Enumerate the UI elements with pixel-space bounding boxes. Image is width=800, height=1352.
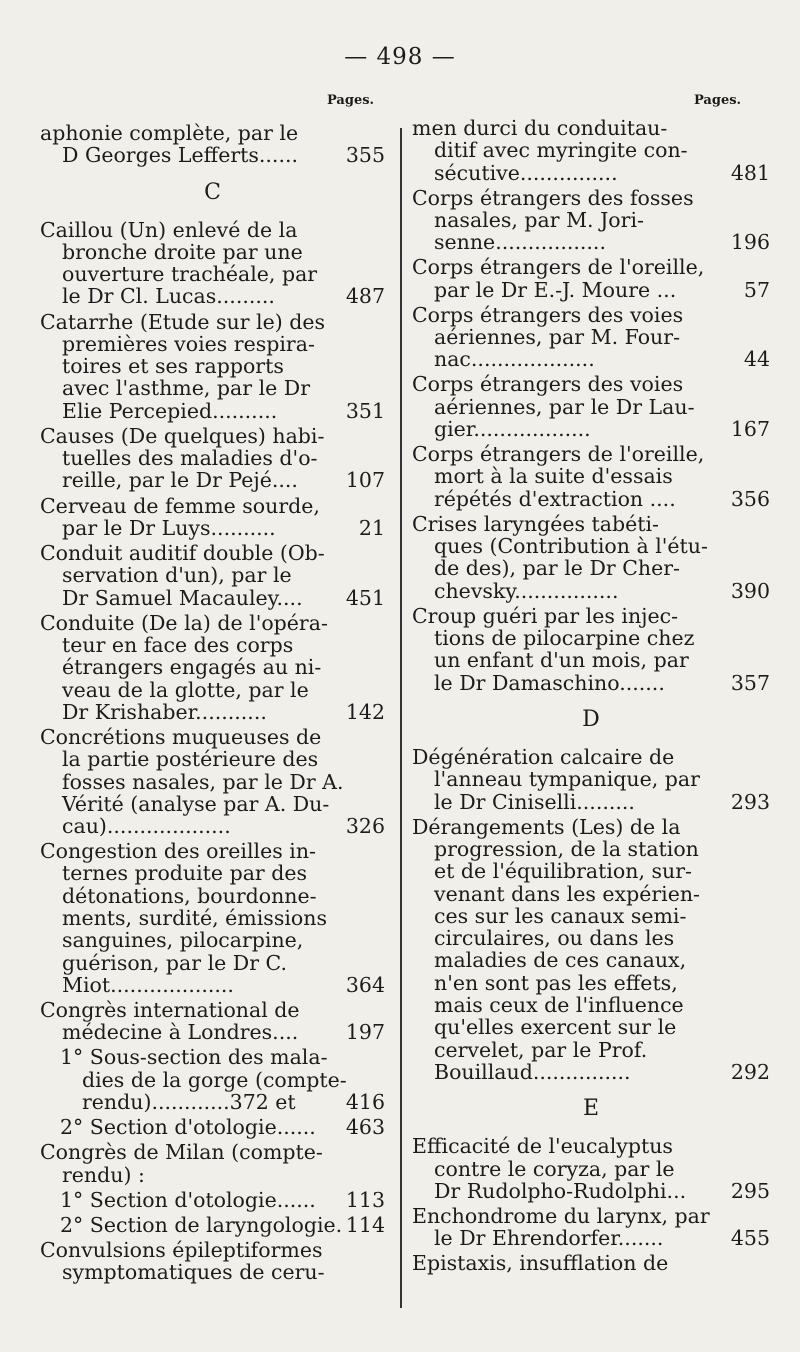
page-reference: 107 [345,468,385,493]
entry-text: men durci du conduitau- ditif avec myringite con- sécutive............... [412,116,688,185]
index-entry [40,425,385,492]
page-reference: 455 [730,1226,770,1251]
page-reference: 114 [345,1212,385,1237]
entry-text: Epistaxis, insufflation de [412,1251,669,1276]
index-entry [412,816,770,1084]
index-entry [40,1214,385,1236]
index-entry [40,1239,385,1284]
index-entry [40,840,385,996]
entry-text: Corps étrangers des voies aériennes, par M. Four- nac................... [412,302,684,372]
section-letter: D [582,707,600,732]
entry-text: Causes (De quelques) habi- tuelles des maladies d'o- reille, par le Dr Pejé.... [40,423,325,493]
entry-text: Conduite (De la) de l'opéra- teur en face des corps étrangers engagés au ni- veau de la glotte, par le Dr Krishaber........... [40,610,328,724]
page-reference: 196 [730,230,770,255]
entry-text: Dégénération calcaire de l'anneau tympanique, par le Dr Ciniselli......... [412,745,700,814]
entry-text: 2° Section de laryngologie. [60,1212,343,1237]
index-entry [412,513,770,602]
index-entry [40,1141,385,1186]
entry-text: Dérangements (Les) de la progression, de la station et de l'équilibration, sur- venant dans les expérien- ces sur les canaux semi- circulaires, ou dans les maladies de ces canaux, n'en sont pas les effets, mais ceux de l'influence qu'elles exercent sur le cervelet, par le Prof. Bouillaud............... [412,814,700,1084]
page-reference: 295 [730,1178,770,1203]
entry-text: Conduit auditif double (Ob- servation d'un), par le Dr Samuel Macauley.... [40,540,325,610]
entry-text: Congrès international de médecine à Londres.... [40,998,300,1045]
index-entry [40,1189,385,1211]
page-reference: 356 [730,486,770,511]
page-reference: 197 [345,1020,385,1045]
index-column-left [40,122,385,1286]
page-reference: 364 [345,972,385,997]
pages-column-label-left: Pages. [327,93,375,108]
page-reference: 113 [345,1187,385,1212]
index-entry [412,746,770,813]
page-reference: 167 [730,417,770,442]
entry-text: Corps étrangers des fosses nasales, par M. Jori- senne................. [412,185,694,255]
entry-text: 1° Section d'otologie...... [60,1187,316,1212]
index-entry [412,256,770,301]
entry-text: Concrétions muqueuses de la partie postérieure des fosses nasales, par le Dr A. Vérité (analyse par A. Du- cau)................... [40,724,344,839]
entry-text: aphonie complète, par le D Georges Lefferts...... [40,121,299,168]
entry-text: Cerveau de femme sourde, par le Dr Luys.......... [40,493,320,540]
index-entry [412,373,770,440]
entry-text: Crises laryngées tabéti- ques (Contribution à l'étu- de des), par le Dr Cher- chevsky................ [412,511,708,603]
pages-column-label-right: Pages. [694,93,742,108]
page-reference: 21 [358,515,385,540]
entry-text: Convulsions épileptiformes symptomatiques de ceru- [40,1237,325,1285]
page-reference: 293 [730,789,770,814]
entry-text: Croup guéri par les injec- tions de pilocarpine chez un enfant d'un mois, par le Dr Damaschino....... [412,603,695,695]
page-reference: 351 [345,398,385,423]
index-entry [40,542,385,609]
page-reference: 390 [730,578,770,603]
index-entry [412,605,770,694]
index-entry [412,1135,770,1202]
page-reference: 292 [730,1059,770,1084]
entry-text: Congrès de Milan (compte- rendu) : [40,1140,323,1187]
entry-text: Corps étrangers de l'oreille, par le Dr E.-J. Moure ... [412,255,705,302]
page-reference: 463 [345,1115,385,1140]
index-entry [40,999,385,1044]
entry-text: Efficacité de l'eucalyptus contre le coryza, par le Dr Rudolpho-Rudolphi... [412,1134,687,1203]
entry-text: Congestion des oreilles in- ternes produite par des détonations, bourdonne- ments, surdité, émissions sanguines, pilocarpine, guérison, par le Dr C. Miot................... [40,839,327,997]
section-letter: E [582,1096,600,1122]
index-entry [40,219,385,308]
index-entry [412,443,770,510]
page-reference: 481 [730,160,770,185]
index-entry [40,495,385,540]
page-reference: 44 [743,347,770,372]
page-reference: 357 [730,670,770,695]
page-reference: 326 [345,814,385,839]
entry-text: Corps étrangers de l'oreille, mort à la suite d'essais répétés d'extraction .... [412,442,705,511]
index-entry [412,1205,770,1250]
index-entry [40,1046,385,1113]
entry-text: Corps étrangers des voies aériennes, par le Dr Lau- gier.................. [412,372,695,442]
index-entry [40,1116,385,1138]
index-entry [40,311,385,422]
page-reference: 451 [345,585,385,610]
entry-text: 2° Section d'otologie...... [60,1115,316,1140]
page-reference: 416 [345,1090,385,1115]
entry-text: Catarrhe (Etude sur le) des premières voies respira- toires et ses rapports avec l'asthme, par le Dr Elie Percepied.......... [40,309,326,423]
page-reference: 57 [743,277,770,302]
entry-text: Enchondrome du larynx, par le Dr Ehrendorfer....... [412,1203,710,1251]
section-letter: C [204,179,221,205]
page-reference: 355 [345,143,385,168]
index-entry [40,122,385,167]
index-entry [412,187,770,254]
index-entry [40,726,385,837]
entry-text: Caillou (Un) enlevé de la bronche droite par une ouverture trachéale, par le Dr Cl. Lucas......... [40,217,318,309]
index-entry [412,117,770,184]
index-entry [412,1252,770,1274]
index-entry [412,304,770,371]
index-entry [40,612,385,723]
index-column-right [412,117,770,1277]
page-reference: 487 [345,284,385,309]
entry-text: 1° Sous-section des mala- dies de la gorge (compte- rendu)............372 et [60,1045,347,1115]
column-divider [400,128,402,1308]
page-number: — 498 — [344,44,456,70]
page-reference: 142 [345,699,385,724]
